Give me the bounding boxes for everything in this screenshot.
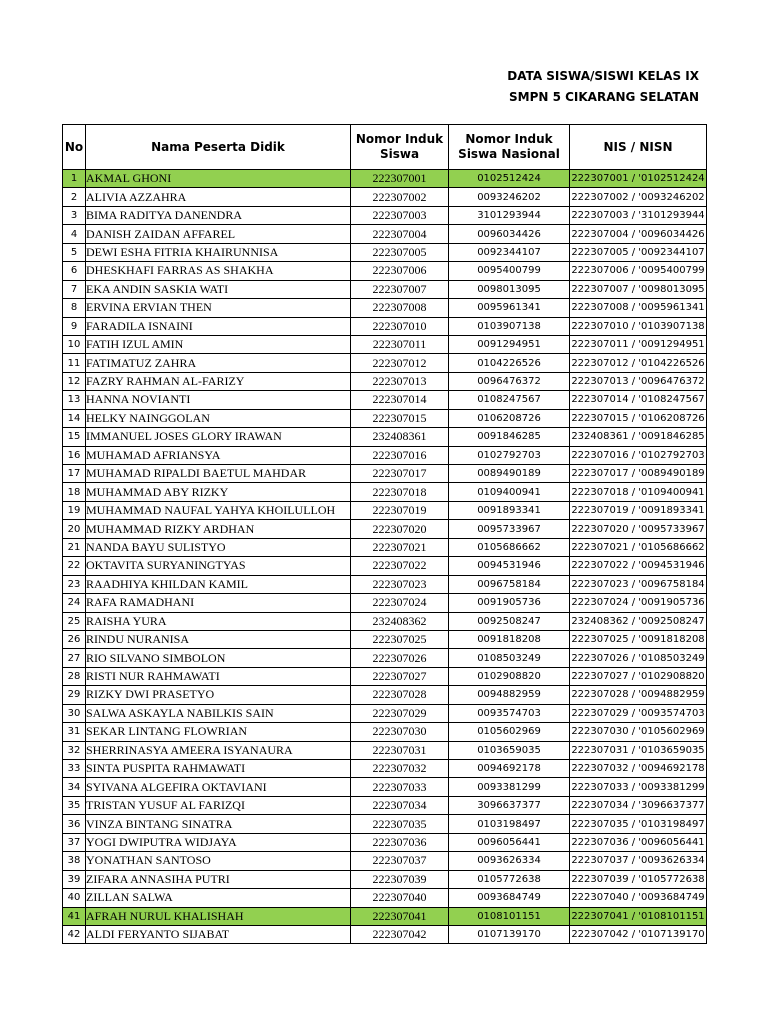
student-nis-nisn: 222307003 / '3101293944 <box>570 206 707 224</box>
row-number: 15 <box>63 428 86 446</box>
student-nisn: 0108101151 <box>449 907 570 925</box>
student-nis: 222307008 <box>351 299 449 317</box>
student-nisn: 0096056441 <box>449 833 570 851</box>
student-nis: 222307024 <box>351 594 449 612</box>
student-nis-nisn: 222307006 / '0095400799 <box>570 262 707 280</box>
table-row <box>63 206 707 224</box>
table-row <box>63 409 707 427</box>
column-header-nis: Nomor Induk Siswa <box>351 125 449 170</box>
student-name: SEKAR LINTANG FLOWRIAN <box>86 723 351 741</box>
row-number: 6 <box>63 262 86 280</box>
student-nis-nisn: 222307020 / '0095733967 <box>570 520 707 538</box>
student-nisn: 0095733967 <box>449 520 570 538</box>
row-number: 28 <box>63 667 86 685</box>
column-header-no: No <box>63 125 86 170</box>
student-nis-nisn: 222307041 / '0108101151 <box>570 907 707 925</box>
student-nisn: 0091905736 <box>449 594 570 612</box>
student-nis: 222307020 <box>351 520 449 538</box>
table-row <box>63 170 707 188</box>
student-nisn: 3101293944 <box>449 206 570 224</box>
student-nis: 222307037 <box>351 852 449 870</box>
student-nis: 222307031 <box>351 741 449 759</box>
student-nis-nisn: 222307015 / '0106208726 <box>570 409 707 427</box>
student-nisn: 0094882959 <box>449 686 570 704</box>
student-name: RISTI NUR RAHMAWATI <box>86 667 351 685</box>
student-nis: 222307021 <box>351 538 449 556</box>
student-nisn: 0105772638 <box>449 870 570 888</box>
table-row <box>63 280 707 298</box>
student-name: FATIMATUZ ZAHRA <box>86 354 351 372</box>
row-number: 33 <box>63 760 86 778</box>
student-nis-nisn: 222307014 / '0108247567 <box>570 391 707 409</box>
student-nisn: 0091294951 <box>449 335 570 353</box>
school-name: SMPN 5 CIKARANG SELATAN <box>508 90 699 104</box>
row-number: 13 <box>63 391 86 409</box>
student-nis: 222307001 <box>351 170 449 188</box>
student-nis: 222307039 <box>351 870 449 888</box>
table-row <box>63 501 707 519</box>
student-nis-nisn: 222307001 / '0102512424 <box>570 170 707 188</box>
table-row <box>63 815 707 833</box>
student-name: VINZA BINTANG SINATRA <box>86 815 351 833</box>
student-nisn: 0103659035 <box>449 741 570 759</box>
table-row <box>63 188 707 206</box>
table-row <box>63 243 707 261</box>
table-row <box>63 760 707 778</box>
student-nis-nisn: 222307002 / '0093246202 <box>570 188 707 206</box>
table-row <box>63 262 707 280</box>
student-nis-nisn: 222307011 / '0091294951 <box>570 335 707 353</box>
student-nis-nisn: 222307013 / '0096476372 <box>570 372 707 390</box>
student-nis: 222307017 <box>351 465 449 483</box>
column-header-name: Nama Peserta Didik <box>86 125 351 170</box>
student-name: SHERRINASYA AMEERA ISYANAURA <box>86 741 351 759</box>
student-nis-nisn: 222307033 / '0093381299 <box>570 778 707 796</box>
document-title: DATA SISWA/SISWI KELAS IX <box>507 69 699 83</box>
row-number: 35 <box>63 796 86 814</box>
row-number: 9 <box>63 317 86 335</box>
student-nis: 222307036 <box>351 833 449 851</box>
student-name: HELKY NAINGGOLAN <box>86 409 351 427</box>
student-name: RINDU NURANISA <box>86 630 351 648</box>
table-row <box>63 925 707 943</box>
row-number: 39 <box>63 870 86 888</box>
table-row <box>63 335 707 353</box>
student-name: DEWI ESHA FITRIA KHAIRUNNISA <box>86 243 351 261</box>
student-nisn: 0093626334 <box>449 852 570 870</box>
row-number: 2 <box>63 188 86 206</box>
student-nis: 222307028 <box>351 686 449 704</box>
student-name: YONATHAN SANTOSO <box>86 852 351 870</box>
student-nis-nisn: 222307007 / '0098013095 <box>570 280 707 298</box>
student-nis: 222307023 <box>351 575 449 593</box>
table-row <box>63 372 707 390</box>
student-nis: 222307007 <box>351 280 449 298</box>
student-nis-nisn: 222307032 / '0094692178 <box>570 760 707 778</box>
student-name: SYIVANA ALGEFIRA OKTAVIANI <box>86 778 351 796</box>
table-row <box>63 907 707 925</box>
column-header-nisn: Nomor Induk Siswa Nasional <box>449 125 570 170</box>
table-row <box>63 852 707 870</box>
table-row <box>63 391 707 409</box>
row-number: 22 <box>63 557 86 575</box>
student-name: ALIVIA AZZAHRA <box>86 188 351 206</box>
student-nis: 222307025 <box>351 630 449 648</box>
student-name: ZILLAN SALWA <box>86 889 351 907</box>
student-name: RAISHA YURA <box>86 612 351 630</box>
student-name: MUHAMAD RIPALDI BAETUL MAHDAR <box>86 465 351 483</box>
student-nis: 222307014 <box>351 391 449 409</box>
student-nisn: 0093684749 <box>449 889 570 907</box>
table-row <box>63 833 707 851</box>
column-header-nis-nisn: NIS / NISN <box>570 125 707 170</box>
student-name: ALDI FERYANTO SIJABAT <box>86 925 351 943</box>
student-nis: 222307035 <box>351 815 449 833</box>
student-nis-nisn: 222307008 / '0095961341 <box>570 299 707 317</box>
student-name: RAADHIYA KHILDAN KAMIL <box>86 575 351 593</box>
student-nisn: 0102792703 <box>449 446 570 464</box>
row-number: 24 <box>63 594 86 612</box>
student-nis-nisn: 222307026 / '0108503249 <box>570 649 707 667</box>
student-nisn: 0095400799 <box>449 262 570 280</box>
student-name: DHESKHAFI FARRAS AS SHAKHA <box>86 262 351 280</box>
student-nis-nisn: 222307036 / '0096056441 <box>570 833 707 851</box>
student-nisn: 0109400941 <box>449 483 570 501</box>
student-nis: 222307029 <box>351 704 449 722</box>
row-number: 25 <box>63 612 86 630</box>
student-nisn: 0096758184 <box>449 575 570 593</box>
student-nisn: 0103198497 <box>449 815 570 833</box>
student-nisn: 0095961341 <box>449 299 570 317</box>
row-number: 14 <box>63 409 86 427</box>
row-number: 23 <box>63 575 86 593</box>
student-nis-nisn: 222307034 / '3096637377 <box>570 796 707 814</box>
student-nis: 222307034 <box>351 796 449 814</box>
row-number: 20 <box>63 520 86 538</box>
student-nis-nisn: 222307005 / '0092344107 <box>570 243 707 261</box>
student-nis: 222307042 <box>351 925 449 943</box>
student-nisn: 0105602969 <box>449 723 570 741</box>
student-nis-nisn: 222307027 / '0102908820 <box>570 667 707 685</box>
student-name: FAZRY RAHMAN AL-FARIZY <box>86 372 351 390</box>
student-nis-nisn: 222307021 / '0105686662 <box>570 538 707 556</box>
student-nisn: 0098013095 <box>449 280 570 298</box>
student-nis-nisn: 222307037 / '0093626334 <box>570 852 707 870</box>
student-nisn: 0094531946 <box>449 557 570 575</box>
student-nis-nisn: 222307004 / '0096034426 <box>570 225 707 243</box>
student-name: MUHAMMAD RIZKY ARDHAN <box>86 520 351 538</box>
row-number: 34 <box>63 778 86 796</box>
student-nisn: 0092344107 <box>449 243 570 261</box>
row-number: 17 <box>63 465 86 483</box>
student-name: TRISTAN YUSUF AL FARIZQI <box>86 796 351 814</box>
table-row <box>63 538 707 556</box>
student-name: AKMAL GHONI <box>86 170 351 188</box>
row-number: 5 <box>63 243 86 261</box>
student-nis-nisn: 222307025 / '0091818208 <box>570 630 707 648</box>
student-nis: 222307019 <box>351 501 449 519</box>
row-number: 38 <box>63 852 86 870</box>
table-row <box>63 575 707 593</box>
student-nisn: 0089490189 <box>449 465 570 483</box>
student-name: SALWA ASKAYLA NABILKIS SAIN <box>86 704 351 722</box>
student-nis: 222307041 <box>351 907 449 925</box>
student-nisn: 0108247567 <box>449 391 570 409</box>
student-nis-nisn: 222307040 / '0093684749 <box>570 889 707 907</box>
student-nis-nisn: 222307023 / '0096758184 <box>570 575 707 593</box>
student-name: RAFA RAMADHANI <box>86 594 351 612</box>
student-nis: 222307040 <box>351 889 449 907</box>
student-name: BIMA RADITYA DANENDRA <box>86 206 351 224</box>
student-nis: 222307022 <box>351 557 449 575</box>
student-name: ERVINA ERVIAN THEN <box>86 299 351 317</box>
table-body <box>63 170 707 944</box>
table-row <box>63 889 707 907</box>
row-number: 7 <box>63 280 86 298</box>
student-nis: 222307018 <box>351 483 449 501</box>
student-name: NANDA BAYU SULISTYO <box>86 538 351 556</box>
student-nis-nisn: 232408361 / '0091846285 <box>570 428 707 446</box>
student-nisn: 0107139170 <box>449 925 570 943</box>
row-number: 10 <box>63 335 86 353</box>
row-number: 37 <box>63 833 86 851</box>
row-number: 41 <box>63 907 86 925</box>
table-row <box>63 594 707 612</box>
student-nisn: 0096034426 <box>449 225 570 243</box>
row-number: 11 <box>63 354 86 372</box>
student-name: YOGI DWIPUTRA WIDJAYA <box>86 833 351 851</box>
row-number: 18 <box>63 483 86 501</box>
student-name: MUHAMMAD ABY RIZKY <box>86 483 351 501</box>
student-nisn: 0091818208 <box>449 630 570 648</box>
student-name: AFRAH NURUL KHALISHAH <box>86 907 351 925</box>
table-row <box>63 483 707 501</box>
student-nis-nisn: 222307042 / '0107139170 <box>570 925 707 943</box>
student-nis-nisn: 222307019 / '0091893341 <box>570 501 707 519</box>
row-number: 31 <box>63 723 86 741</box>
student-nis: 222307026 <box>351 649 449 667</box>
student-nisn: 0093574703 <box>449 704 570 722</box>
student-nis-nisn: 222307029 / '0093574703 <box>570 704 707 722</box>
table-row <box>63 225 707 243</box>
table-row <box>63 686 707 704</box>
student-nis: 222307012 <box>351 354 449 372</box>
row-number: 26 <box>63 630 86 648</box>
table-row <box>63 428 707 446</box>
student-nisn: 0093246202 <box>449 188 570 206</box>
student-nisn: 0102908820 <box>449 667 570 685</box>
table-row <box>63 446 707 464</box>
row-number: 30 <box>63 704 86 722</box>
student-nis: 232408361 <box>351 428 449 446</box>
student-name: IMMANUEL JOSES GLORY IRAWAN <box>86 428 351 446</box>
student-nisn: 0091893341 <box>449 501 570 519</box>
student-nisn: 0103907138 <box>449 317 570 335</box>
student-name: MUHAMAD AFRIANSYA <box>86 446 351 464</box>
row-number: 42 <box>63 925 86 943</box>
row-number: 8 <box>63 299 86 317</box>
student-nisn: 0094692178 <box>449 760 570 778</box>
student-name: DANISH ZAIDAN AFFAREL <box>86 225 351 243</box>
student-nisn: 0092508247 <box>449 612 570 630</box>
table-row <box>63 649 707 667</box>
student-nis-nisn: 222307028 / '0094882959 <box>570 686 707 704</box>
student-name: SINTA PUSPITA RAHMAWATI <box>86 760 351 778</box>
student-nis-nisn: 222307022 / '0094531946 <box>570 557 707 575</box>
student-nis-nisn: 222307039 / '0105772638 <box>570 870 707 888</box>
table-row <box>63 667 707 685</box>
table-row <box>63 796 707 814</box>
student-nis: 222307013 <box>351 372 449 390</box>
student-nis-nisn: 222307031 / '0103659035 <box>570 741 707 759</box>
student-table <box>62 124 707 944</box>
student-nis-nisn: 222307016 / '0102792703 <box>570 446 707 464</box>
student-name: FARADILA ISNAINI <box>86 317 351 335</box>
row-number: 12 <box>63 372 86 390</box>
student-nis: 232408362 <box>351 612 449 630</box>
student-nis: 222307003 <box>351 206 449 224</box>
student-name: RIZKY DWI PRASETYO <box>86 686 351 704</box>
student-name: MUHAMMAD NAUFAL YAHYA KHOILULLOH <box>86 501 351 519</box>
row-number: 36 <box>63 815 86 833</box>
student-nis-nisn: 222307030 / '0105602969 <box>570 723 707 741</box>
student-nis: 222307006 <box>351 262 449 280</box>
student-nis: 222307027 <box>351 667 449 685</box>
student-nis-nisn: 222307035 / '0103198497 <box>570 815 707 833</box>
student-nis: 222307002 <box>351 188 449 206</box>
student-nis: 222307004 <box>351 225 449 243</box>
student-nisn: 0108503249 <box>449 649 570 667</box>
student-nis: 222307011 <box>351 335 449 353</box>
student-nisn: 0106208726 <box>449 409 570 427</box>
student-nis: 222307015 <box>351 409 449 427</box>
student-nisn: 0096476372 <box>449 372 570 390</box>
table-row <box>63 465 707 483</box>
student-nis: 222307010 <box>351 317 449 335</box>
student-name: RIO SILVANO SIMBOLON <box>86 649 351 667</box>
student-nisn: 0105686662 <box>449 538 570 556</box>
table-row <box>63 870 707 888</box>
row-number: 16 <box>63 446 86 464</box>
student-nis-nisn: 222307012 / '0104226526 <box>570 354 707 372</box>
student-nis-nisn: 222307024 / '0091905736 <box>570 594 707 612</box>
table-row <box>63 778 707 796</box>
table-row <box>63 741 707 759</box>
student-nis: 222307032 <box>351 760 449 778</box>
table-row <box>63 317 707 335</box>
row-number: 1 <box>63 170 86 188</box>
table-row <box>63 299 707 317</box>
table-row <box>63 723 707 741</box>
student-name: EKA ANDIN SASKIA WATI <box>86 280 351 298</box>
student-name: OKTAVITA SURYANINGTYAS <box>86 557 351 575</box>
row-number: 4 <box>63 225 86 243</box>
table-row <box>63 630 707 648</box>
student-nis: 222307005 <box>351 243 449 261</box>
table-row <box>63 520 707 538</box>
student-nisn: 3096637377 <box>449 796 570 814</box>
student-nis-nisn: 222307017 / '0089490189 <box>570 465 707 483</box>
student-name: ZIFARA ANNASIHA PUTRI <box>86 870 351 888</box>
table-row <box>63 557 707 575</box>
table-row <box>63 704 707 722</box>
row-number: 3 <box>63 206 86 224</box>
student-nisn: 0091846285 <box>449 428 570 446</box>
row-number: 19 <box>63 501 86 519</box>
student-nisn: 0093381299 <box>449 778 570 796</box>
student-nis: 222307033 <box>351 778 449 796</box>
row-number: 29 <box>63 686 86 704</box>
student-nis: 222307016 <box>351 446 449 464</box>
row-number: 21 <box>63 538 86 556</box>
student-name: FATIH IZUL AMIN <box>86 335 351 353</box>
student-nisn: 0102512424 <box>449 170 570 188</box>
row-number: 40 <box>63 889 86 907</box>
row-number: 27 <box>63 649 86 667</box>
student-name: HANNA NOVIANTI <box>86 391 351 409</box>
table-row <box>63 354 707 372</box>
table-row <box>63 612 707 630</box>
student-nisn: 0104226526 <box>449 354 570 372</box>
student-nis: 222307030 <box>351 723 449 741</box>
table-header-row <box>63 125 707 170</box>
student-nis-nisn: 232408362 / '0092508247 <box>570 612 707 630</box>
row-number: 32 <box>63 741 86 759</box>
student-nis-nisn: 222307018 / '0109400941 <box>570 483 707 501</box>
student-nis-nisn: 222307010 / '0103907138 <box>570 317 707 335</box>
